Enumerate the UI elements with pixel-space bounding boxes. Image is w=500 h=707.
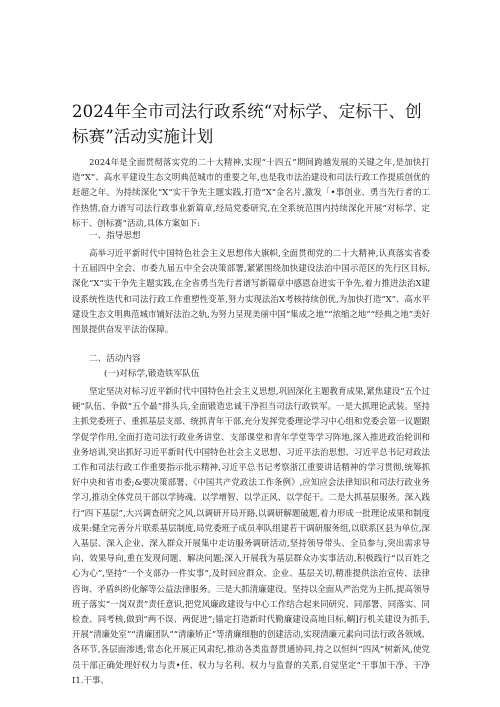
subsection-heading-benchmark-learning: (一)对标学,锻造铁军队伍 xyxy=(104,369,200,379)
section-heading-guiding-ideology: 一、指导思想 xyxy=(89,231,141,241)
intro-paragraph: 2024年是全面贯彻落实党的二十大精神,实现“十四五”期间跨越发展的关键之年,是加快打造“X”、高水平建设生态文明典范城市的重要之年,也是我市法治建设和司法行政工作提质创优的赶超之年。为持续深化“X”实干争先主题实践,打造“X”金名片,激发「•事创业、勇当先行者的工作热情,奋力谱写司法行政事业新篇章,经局党委研究,在全系统范围内持续深化开展“对标学、定标干、创标赛”活动,具体方案如下: xyxy=(72,157,430,228)
section-heading-activity-content: 二、活动内容 xyxy=(89,354,141,364)
document-title: 2024年全市司法行政系统“对标学、定标干、创标赛”活动实施计划 xyxy=(72,102,422,146)
benchmark-learning-paragraph: 坚定坚决对标习近平新时代中国特色社会主义思想,巩固深化主题教育成果,紧焦建设“五个过硬”队伍、争做“五个最”排头兵,全面锻造忠诚干净担当司法行政铁军。一是大抓理论武装。坚持主抓党委班子、重抓基层支部、统抓青年干部,充分发挥党委理论学习中心组和党委会第一议题跟学促学作用,全面打造司法行政业务讲堂、支部课堂和青年学堂等学习阵地,深入推进政治轮训和业务培训,突出抓好习近平新时代中国特色社会主义思想、习近平法治思想、习近平总书记对政法工作和司法行政工作重要指示批示精神,习近平总书记考察浙江重要讲话精神的学习贯彻,统筹抓好中央和省市委;&要决策部署、《中国共产党政法工作条例》,应知应会法律知识和司法行政业务学习,推动全体党员干部以学铸魂、以学增智、以学正风、以学促干。二是大抓基层服务。深入践行“四下基层”,大兴调查研究之风,以调研开局开路,以调研解题破题,着力形成一批理论成果和制度成果:健全完善分片联系基层制度,局党委班子成员率队组建若干调研服务组,以联系区县为单位,深入基层、深入企业、深入群众开展集中走访服务调研活动,坚持领导带头、全员参与,突出需求导向、效果导向,重在发现问题、解决问题;深入开展我为基层群众办实事活动,积极践行“以百姓之心为心”,坚持“一个支部办一件实事”,及时回应群众、企业、基层关切,精准提供法治宣传、法律咨询、矛盾纠纷化解等公益法律服务。三是大抓清廉建设。坚持以全面从严治党为主抓,提高领导班子落实“一岗双责”责任意识,把党风廉政建设与中心工作结合起来同研究、同部署、同落实、同检查、同考核,做到“两不误、两促进”;锚定打造新时代勤廉建设高地目标,鲷]行机关建设为抓手,开展“清廉处室”“清廉团队”“清廉矫正”等清廉细胞的创建活动,实现清廉元素向司法行政各领域、各环节,各层面渗透;常态化开展正风肃纪,推动各类监督贯通协同,持之以恒纠“四风”树新风,使党员干部正确处理好权力与责•任、权力与名利、权力与监督的关系,自觉坚定“干事加干净、干净I1.干事、 xyxy=(72,386,430,685)
guiding-ideology-paragraph: 高举习近平新时代中国特色社会主义思想伟大旗帜,全面贯彻党的二十大精神,认真落实省委十五届四中全会、市委九届五中全会决策部署,紧紧围绕加快建设法治中国示范区的先行区目标,深化“X”实干争先主题实践,在全省勇当先行者谱写新篇章中感恩奋进实干争先,着力推进法治X建设系统性迭代和司法行政工作重塑性变革,努力实现法治X考核持续创优,为加快打造“X”、高水平建设生态文明典范城市铺好法治之轨,为努力呈现美丽中国“集成之地”“浓缩之地”“经典之地”美好图景提供奋发平法治保障。 xyxy=(72,248,430,335)
